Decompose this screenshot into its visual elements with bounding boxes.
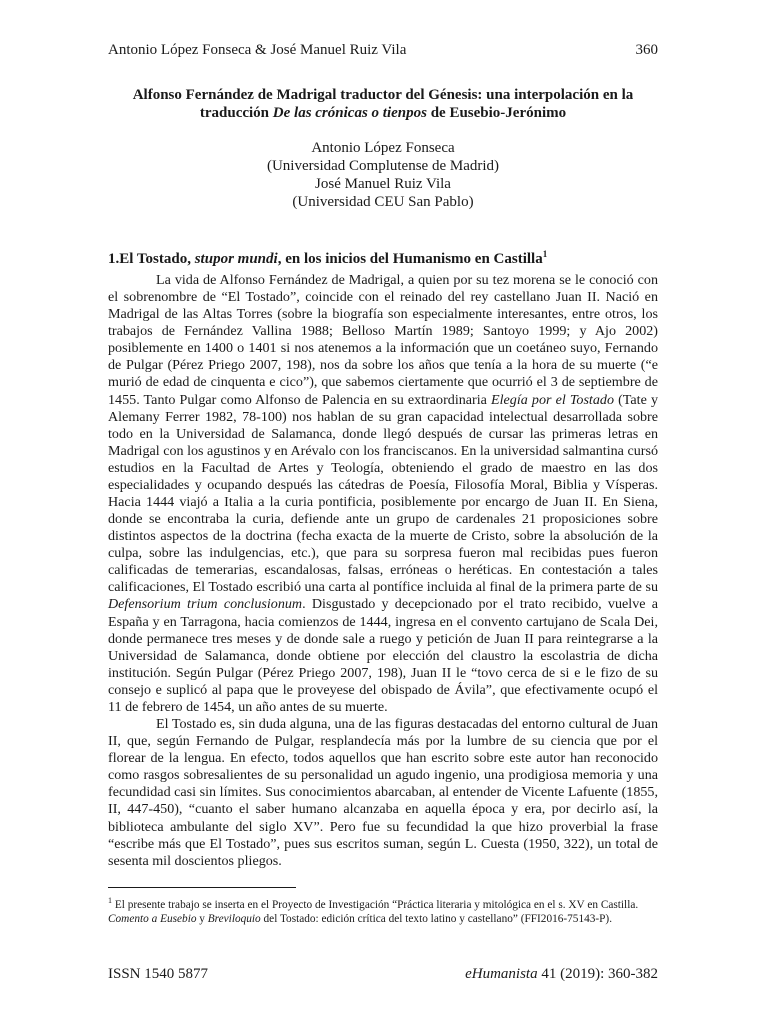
section-suffix: , en los inicios del Humanismo en Castilla bbox=[277, 251, 543, 267]
title-part1: Alfonso Fernández de Madrigal traductor del Génesis: una interpolación en la traducción bbox=[132, 87, 634, 121]
p1-italic-1: Elegía por el Tostado bbox=[491, 391, 614, 408]
running-head bbox=[108, 42, 658, 59]
footnote-italic-1: Comento a Eusebio bbox=[108, 912, 197, 925]
section-italic: stupor mundi bbox=[194, 251, 278, 267]
journal-citation bbox=[465, 966, 658, 983]
footnote-divider bbox=[108, 887, 296, 888]
section-prefix: 1.El Tostado, bbox=[108, 251, 195, 267]
title-part2: de Eusebio-Jerónimo bbox=[426, 105, 567, 121]
p1-italic-2: Defensorium trium conclusionum bbox=[108, 596, 303, 613]
issn: ISSN 1540 5877 bbox=[108, 966, 209, 982]
p1-text-1: La vida de Alfonso Fernández de Madrigal, a quien por su tez morena se le conoció con el sobrenombre de “El Tostado”, coincide con el reinado del rey castellano Juan II. Nació en Madrigal de las Altas Torres (sobre la biografía son especialmente interesantes, entre otros, los trabajos de Fernández Vallina 1988; Belloso Martín 1989; Santoyo 1999; y Ajo 2002) posiblemente en 1400 o 1401 si nos atenemos a la información que un coetáneo suyo, Fernando de Pulgar (Pérez Priego 2007, 198), nos da sobre los años que tenía a la hora de su muerte (“e murió de edad de cinquenta e cico”), que sabemos ciertamente que ocurrió el 3 de septiembre de 1455. Tanto Pulgar como Alfonso de Palencia en su extraordinaria bbox=[108, 272, 658, 408]
citation-details: 41 (2019): 360-382 bbox=[537, 966, 658, 982]
body-text bbox=[108, 272, 658, 870]
author-affiliation-1: (Universidad Complutense de Madrid) bbox=[266, 158, 500, 174]
section-heading bbox=[108, 245, 668, 268]
author-affiliation-2: (Universidad CEU San Pablo) bbox=[292, 194, 474, 210]
paragraph-1 bbox=[108, 272, 658, 716]
footnote-text-1: El presente trabajo se inserta en el Proyecto de Investigación “Práctica literaria y mitológica en el s. XV en Castilla. bbox=[112, 898, 639, 911]
title-italic: De las crónicas o tienpos bbox=[272, 105, 427, 121]
footnote-text-2: y bbox=[196, 912, 208, 925]
author-name-2: José Manuel Ruiz Vila bbox=[315, 176, 451, 192]
page-footer bbox=[108, 966, 658, 983]
footnote-italic-2: Breviloquio bbox=[207, 912, 261, 925]
header-authors: Antonio López Fonseca & José Manuel Ruiz Vila bbox=[108, 42, 407, 58]
footnote-reference[interactable]: 1 bbox=[542, 249, 548, 259]
author-name-1: Antonio López Fonseca bbox=[311, 140, 455, 156]
p1-text-2: (Tate y Alemany Ferrer 1982, 78-100) nos hablan de su gran capacidad intelectual desarrollada sobre todo en la Universidad de Salamanca, donde llegó después de cursar las primeras letras en Madrigal con los agustinos y en Arévalo con los franciscanos. En la universidad salmantina cursó estudios en la Facultad de Artes y Teología, obteniendo el grado de maestro en las dos especialidades y ocupando después las cátedras de Poesía, Filosofía Moral, Biblia y Vísperas. Hacia 1444 viajó a Italia a la curia pontificia, posiblemente por encargo de Juan II. En Siena, donde se encontraba la curia, defiende ante un grupo de cardenales 21 proposiciones sobre distintos aspectos de la doctrina (fecha exacta de la muerte de Cristo, sobre la absolución de la culpa, sobre las indulgencias, etc.), que para su sorpresa fueron mal recibidas pues fueron calificadas de temerarias, escandalosas, falsas, erróneas o heréticas. En contestación a tales calificaciones, El Tostado escribió una carta al pontífice incluida al final de la primera parte de su bbox=[108, 391, 658, 596]
footnote-number: 1 bbox=[108, 896, 112, 905]
article-title bbox=[108, 86, 658, 122]
author-block bbox=[108, 139, 658, 211]
footnote bbox=[108, 894, 658, 926]
page-number: 360 bbox=[635, 42, 658, 58]
paragraph-2: El Tostado es, sin duda alguna, una de las figuras destacadas del entorno cultural de Juan II, que, según Fernando de Pulgar, resplandecía más por la lumbre de su ciencia que por el florear de la lengua. En efecto, todos aquellos que han escrito sobre este autor han reconocido como rasgos sobresalientes de su personalidad un agudo ingenio, una prodigiosa memoria y una fecundidad casi sin límites. Sus conocimientos abarcaban, al entender de Vicente Lafuente (1855, II, 447-450), “cuanto el saber humano alcanzaba en aquella época y era, por decirlo así, la biblioteca ambulante del siglo XV”. Pero fue su fecundidad la que hizo proverbial la frase “escribe más que El Tostado”, pues sus escritos suman, según L. Cuesta (1950, 322), un total de sesenta mil doscientos pliegos. bbox=[108, 716, 658, 869]
footnote-text-3: del Tostado: edición crítica del texto latino y castellano” (FFI2016-75143-P). bbox=[260, 912, 613, 925]
journal-name: eHumanista bbox=[465, 966, 538, 982]
p1-text-3: . Disgustado y decepcionado por el trato recibido, vuelve a España y en Tarragona, hacia comienzos de 1444, ingresa en el convento cartujano de Scala Dei, donde permanece tres meses y de donde sale a ruego y petición de Juan II para reintegrarse a la Universidad de Salamanca, donde obtiene por elección del claustro la escolastria de dicha institución. Según Pulgar (Pérez Priego 2007, 198), Juan II le “tovo cerca de si e le fizo de su consejo e suplicó al papa que le proveyese del obispado de Ávila”, que efectivamente ocupó el 11 de febrero de 1454, un año antes de su muerte. bbox=[108, 596, 658, 715]
